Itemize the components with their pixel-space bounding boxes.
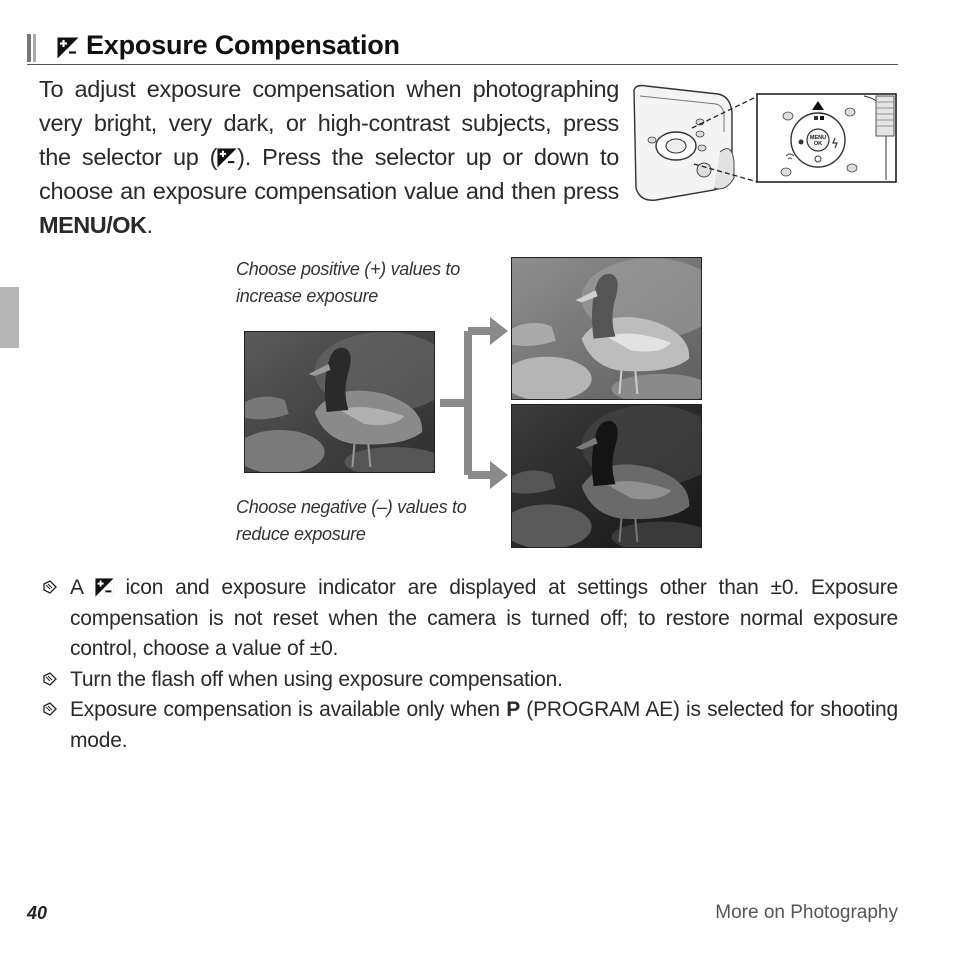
duck-photo-negative bbox=[511, 404, 702, 548]
intro-text-end: . bbox=[146, 212, 153, 238]
heading-tab-mark bbox=[27, 34, 31, 62]
notes-list bbox=[40, 573, 898, 756]
menu-ok-label: MENU/OK bbox=[39, 212, 147, 238]
page-number: 40 bbox=[27, 903, 48, 923]
note-1-text-b: icon and exposure indicator are displayed at settings other than ±0. Exposure compensation is not reset when the camera is turned off; to restore normal exposure control, choose a value of ±0. bbox=[70, 576, 898, 660]
chapter-side-tab bbox=[0, 287, 19, 348]
exposure-compensation-icon bbox=[57, 37, 79, 59]
duck-photo-positive bbox=[511, 257, 702, 400]
note-pencil-icon bbox=[42, 579, 58, 595]
note-2-text: Turn the flash off when using exposure compensation. bbox=[70, 667, 563, 691]
heading-tab-mark-2 bbox=[33, 34, 36, 62]
caption-negative: Choose negative (–) values to reduce exposure bbox=[236, 497, 467, 544]
page-title: Exposure Compensation bbox=[86, 30, 400, 60]
note-item bbox=[40, 573, 898, 665]
exposure-compensation-icon bbox=[217, 148, 237, 168]
intro-text-1: To adjust exposure compensation when photographing very bright, very dark, or high-contrast subjects, press the selector up ( bbox=[39, 76, 619, 170]
intro-text-2: ). Press the selector up or down to choose an exposure compensation value and then press bbox=[39, 144, 619, 204]
note-item bbox=[40, 695, 898, 756]
svg-text:OK: OK bbox=[813, 141, 823, 147]
svg-text:MENU: MENU bbox=[809, 135, 827, 141]
intro-paragraph bbox=[39, 72, 619, 242]
section-name: More on Photography bbox=[715, 902, 898, 923]
note-3-text-a: Exposure compensation is available only when bbox=[70, 698, 507, 721]
arrow-up-right-icon bbox=[490, 317, 508, 345]
branch-arrows bbox=[438, 313, 512, 493]
camera-selector-illustration bbox=[630, 82, 898, 204]
note-1-text-a: A bbox=[70, 576, 95, 599]
note-pencil-icon bbox=[42, 671, 58, 687]
arrow-down-right-icon bbox=[490, 461, 508, 489]
caption-positive: Choose positive (+) values to increase exposure bbox=[236, 259, 460, 306]
program-ae-mode-label: P bbox=[506, 698, 521, 721]
note-item bbox=[40, 665, 898, 696]
note-3-text-b: (PROGRAM AE) is selected for shooting mode. bbox=[70, 698, 898, 752]
exposure-compensation-icon bbox=[95, 578, 114, 597]
duck-photo-normal bbox=[244, 331, 435, 473]
note-pencil-icon bbox=[42, 701, 58, 717]
